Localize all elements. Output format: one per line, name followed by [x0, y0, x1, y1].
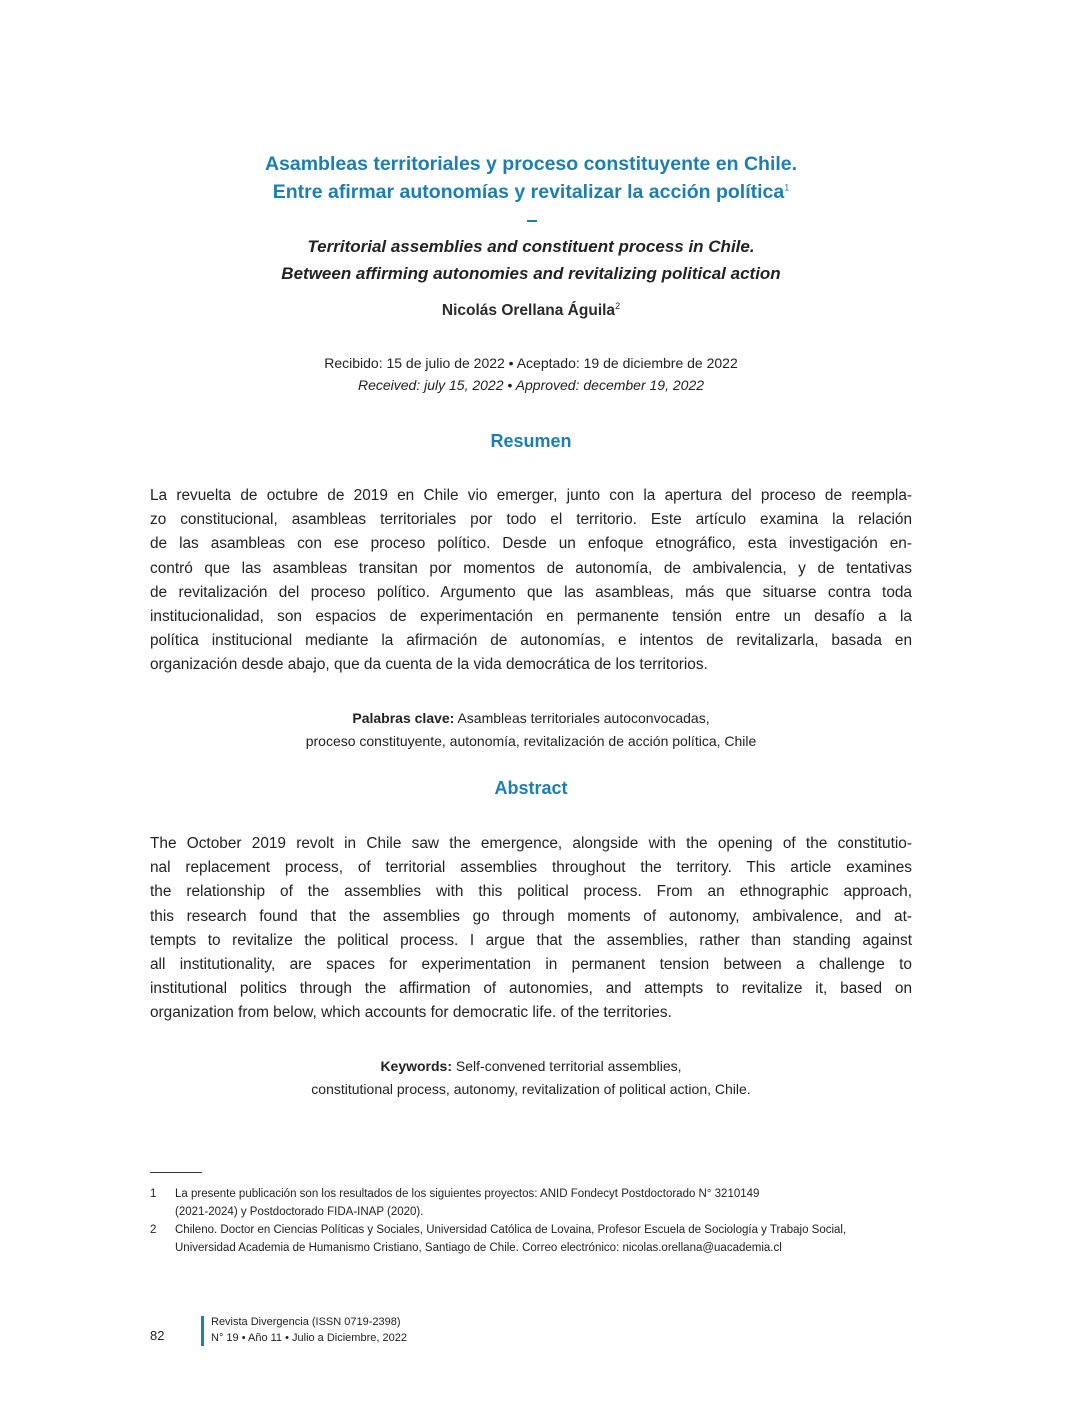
- footnote-1: [150, 1186, 912, 1221]
- resumen-line: zo constitucional, asambleas territoriales por todo el territorio. Este artículo examina la relación: [150, 511, 912, 529]
- dates-english: Received: july 15, 2022 • Approved: december 19, 2022: [357, 377, 705, 393]
- resumen-line: contró que las asambleas transitan por momentos de autonomía, de ambivalencia, y de tentativas: [150, 559, 912, 577]
- title-english: [150, 233, 912, 287]
- resumen-keywords-line-1: Palabras clave: Asambleas territoriales autoconvocadas,: [352, 710, 710, 726]
- footnote-number: 2: [150, 1224, 157, 1236]
- footnote-2: [150, 1222, 912, 1257]
- title-spanish: [150, 150, 912, 206]
- dates-spanish: Recibido: 15 de julio de 2022 • Aceptado: 19 de diciembre de 2022: [324, 355, 738, 371]
- resumen-heading: Resumen: [490, 431, 572, 451]
- abstract-line: nal replacement process, of territorial assemblies throughout the territory. This article examines: [150, 859, 912, 877]
- title-english-line-1: Territorial assemblies and constituent process in Chile.: [307, 237, 755, 256]
- abstract-line: this research found that the assemblies go through moments of autonomy, ambivalence, and at-: [150, 907, 912, 925]
- resumen-line: institucionalidad, son espacios de experimentación en permanente tensión entre un desafío a la: [150, 608, 912, 626]
- abstract-keywords-line-1: Keywords: Self-convened territorial assemblies,: [380, 1058, 682, 1074]
- abstract-line: institutional politics through the affirmation of autonomies, and attempts to revitalize it, based on: [150, 980, 912, 998]
- journal-accent-bar: [201, 1316, 204, 1346]
- dates-block: [150, 352, 912, 396]
- page-number: 82: [150, 1328, 165, 1343]
- resumen-line: La revuelta de octubre de 2019 en Chile vio emerger, junto con la apertura del proceso de reempla-: [150, 487, 912, 504]
- abstract-line: organization from below, which accounts for democratic life. of the territories.: [150, 1004, 672, 1022]
- resumen-line: de las asambleas con ese proceso político. Desde un enfoque etnográfico, esta investigación en-: [150, 535, 912, 553]
- abstract-keywords-label: Keywords:: [380, 1058, 453, 1074]
- resumen-keywords-label: Palabras clave:: [352, 710, 455, 726]
- resumen-text: [150, 484, 912, 678]
- abstract-line: The October 2019 revolt in Chile saw the emergence, alongside with the opening of the constitutio-: [150, 835, 912, 852]
- journal-issue: N° 19 • Año 11 • Julio a Diciembre, 2022: [211, 1332, 407, 1344]
- title-separator: [527, 220, 537, 222]
- footnote-divider: [150, 1172, 202, 1173]
- abstract-line: the relationship of the assemblies with this political process. From an ethnographic approach,: [150, 883, 912, 901]
- resumen-line: política institucional mediante la afirmación de autonomías, e intentos de revitalizarla, basada en: [150, 632, 912, 650]
- title-spanish-line-2: Entre afirmar autonomías y revitalizar la acción política$^1$: [272, 181, 790, 203]
- journal-info: [211, 1314, 407, 1346]
- abstract-keywords: [150, 1055, 912, 1101]
- abstract-line: all institutionality, are spaces for experimentation in permanent tension between a challenge to: [150, 956, 912, 974]
- resumen-line: organización desde abajo, que da cuenta de la vida democrática de los territorios.: [150, 656, 708, 674]
- resumen-keywords-line-2: proceso constituyente, autonomía, revitalización de acción política, Chile: [305, 733, 757, 749]
- abstract-keywords-line-2: constitutional process, autonomy, revitalization of political action, Chile.: [311, 1081, 751, 1097]
- abstract-line: tempts to revitalize the political process. I argue that the assemblies, rather than standing against: [150, 931, 912, 949]
- title-english-line-2: Between affirming autonomies and revitalizing political action: [281, 264, 781, 283]
- resumen-keywords: [150, 707, 912, 753]
- footnote-text: La presente publicación son los resultados de los siguientes proyectos: ANID Fondecyt Postdoctorado N° 3210149 (2021-2024) y Postdoctorado FIDA-INAP (2020).: [175, 1188, 760, 1218]
- author-name: Nicolás Orellana Águila$^2$: [441, 300, 621, 319]
- title-footnote-ref[interactable]: 1: [784, 182, 790, 193]
- title-spanish-line-1: Asambleas territoriales y proceso constituyente en Chile.: [264, 153, 798, 175]
- journal-name: Revista Divergencia (ISSN 0719-2398): [211, 1316, 401, 1328]
- author-footnote-ref[interactable]: 2: [615, 300, 621, 311]
- abstract-heading: Abstract: [494, 778, 568, 798]
- resumen-line: de revitalización del proceso político. Argumento que las asambleas, más que situarse contra toda: [150, 583, 912, 601]
- footnote-number: 1: [150, 1188, 157, 1200]
- footnote-text: Chileno. Doctor en Ciencias Políticas y Sociales, Universidad Católica de Lovaina, Profesor Escuela de Sociología y Trabajo Social, Universidad Academia de Humanismo Cristiano, Santiago de Chile. Correo electrónico: nicolas.orellana@uacademia.cl: [175, 1224, 847, 1254]
- abstract-text: [150, 832, 912, 1026]
